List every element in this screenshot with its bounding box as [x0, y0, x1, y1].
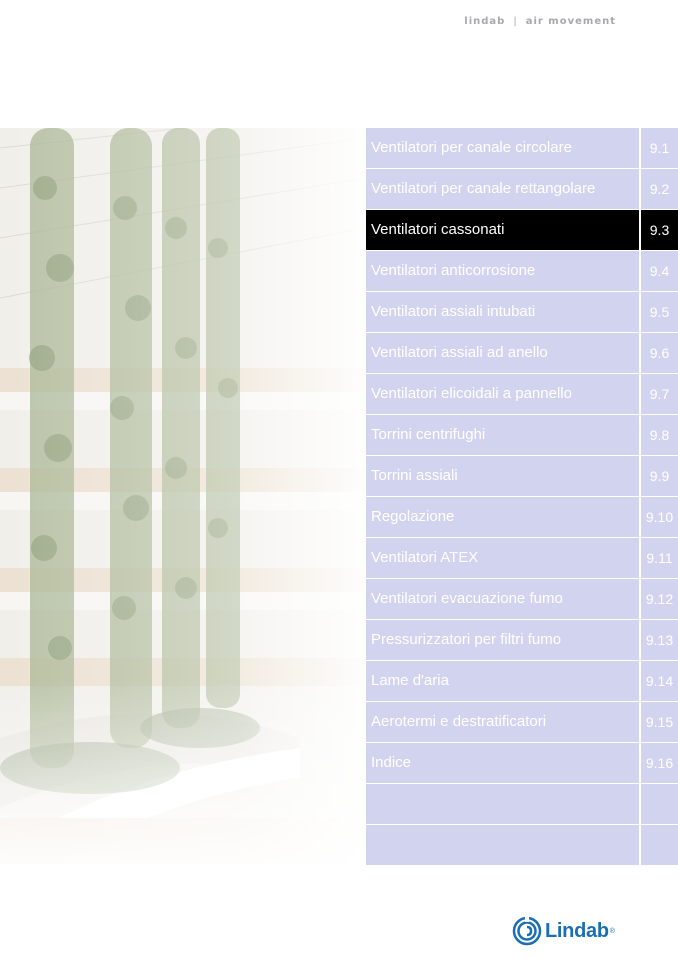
- toc-row-label: Regolazione: [366, 497, 639, 537]
- toc-row-number: 9.11: [641, 538, 678, 578]
- toc-row-label: Torrini assiali: [366, 456, 639, 496]
- toc-row[interactable]: [366, 128, 678, 168]
- toc-row-label: [366, 825, 639, 865]
- toc-row[interactable]: [366, 169, 678, 209]
- toc-row[interactable]: [366, 497, 678, 537]
- toc-row-label: Ventilatori anticorrosione: [366, 251, 639, 291]
- toc-row-number: 9.15: [641, 702, 678, 742]
- toc-row-label: Lame d'aria: [366, 661, 639, 701]
- toc-row-number: 9.2: [641, 169, 678, 209]
- toc-row-number: 9.5: [641, 292, 678, 332]
- toc-row[interactable]: [366, 292, 678, 332]
- header-brand: lindab: [464, 16, 506, 27]
- toc-row-label: [366, 784, 639, 824]
- logo-text: Lindab: [545, 919, 609, 942]
- lindab-swirl-icon: [512, 916, 542, 946]
- toc-row[interactable]: [366, 415, 678, 455]
- toc-row[interactable]: [366, 210, 678, 250]
- toc-row-label: Torrini centrifughi: [366, 415, 639, 455]
- toc-row-label: Ventilatori elicoidali a pannello: [366, 374, 639, 414]
- toc-row-label: Ventilatori evacuazione fumo: [366, 579, 639, 619]
- page-header: [464, 16, 616, 27]
- toc-row-label: Ventilatori cassonati: [366, 210, 639, 250]
- toc-row[interactable]: [366, 538, 678, 578]
- toc-row-number: 9.12: [641, 579, 678, 619]
- lindab-logo: [512, 916, 615, 946]
- toc-row[interactable]: [366, 374, 678, 414]
- atrium-photo: [0, 128, 366, 864]
- toc-row-number: 9.13: [641, 620, 678, 660]
- toc-row[interactable]: [366, 702, 678, 742]
- chapter-index: [366, 128, 678, 866]
- header-separator: |: [513, 16, 518, 27]
- toc-row[interactable]: [366, 825, 678, 865]
- header-tagline: air movement: [525, 16, 616, 27]
- toc-row-number: 9.7: [641, 374, 678, 414]
- toc-row-number: 9.9: [641, 456, 678, 496]
- toc-row-number: 9.10: [641, 497, 678, 537]
- toc-row-number: 9.8: [641, 415, 678, 455]
- toc-row-number: 9.6: [641, 333, 678, 373]
- toc-row-label: Aerotermi e destratificatori: [366, 702, 639, 742]
- toc-row-number: [641, 784, 678, 824]
- toc-row-label: Ventilatori per canale circolare: [366, 128, 639, 168]
- toc-row-label: Ventilatori assiali intubati: [366, 292, 639, 332]
- toc-row-number: 9.4: [641, 251, 678, 291]
- toc-row-label: Ventilatori ATEX: [366, 538, 639, 578]
- toc-row[interactable]: [366, 784, 678, 824]
- toc-row-number: 9.14: [641, 661, 678, 701]
- toc-row-label: Ventilatori per canale rettangolare: [366, 169, 639, 209]
- toc-row[interactable]: [366, 579, 678, 619]
- toc-row-number: 9.1: [641, 128, 678, 168]
- toc-row[interactable]: [366, 251, 678, 291]
- toc-row[interactable]: [366, 333, 678, 373]
- toc-row[interactable]: [366, 456, 678, 496]
- logo-registered-mark: ®: [609, 927, 615, 935]
- toc-row-label: Ventilatori assiali ad anello: [366, 333, 639, 373]
- toc-row[interactable]: [366, 620, 678, 660]
- toc-row-label: Pressurizzatori per filtri fumo: [366, 620, 639, 660]
- toc-row-number: 9.3: [641, 210, 678, 250]
- toc-row-number: [641, 825, 678, 865]
- toc-row[interactable]: [366, 661, 678, 701]
- toc-row-label: Indice: [366, 743, 639, 783]
- toc-row-number: 9.16: [641, 743, 678, 783]
- toc-row[interactable]: [366, 743, 678, 783]
